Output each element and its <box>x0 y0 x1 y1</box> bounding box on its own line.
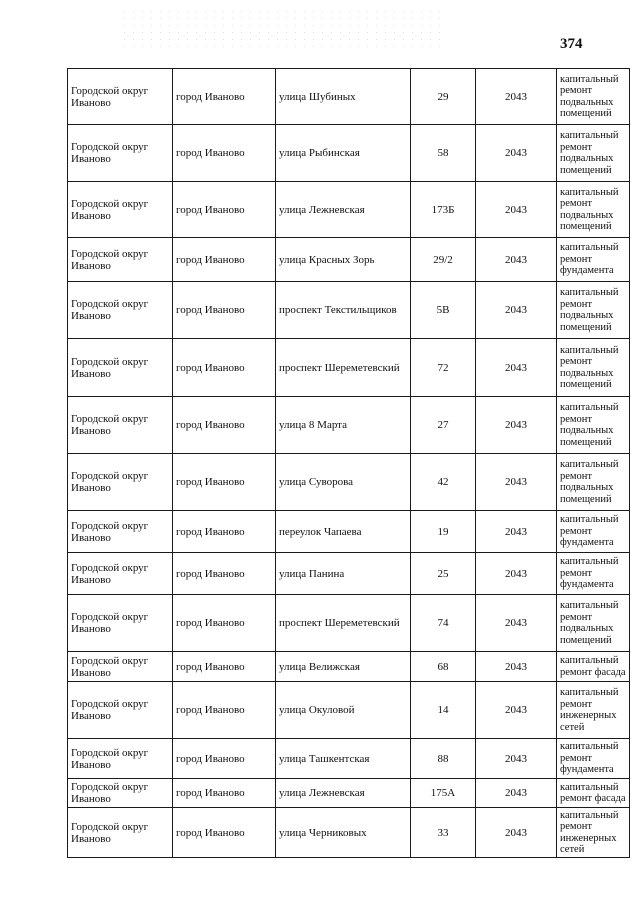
house-cell: 58 <box>411 125 476 182</box>
house-cell: 5В <box>411 282 476 339</box>
district-cell: Городской округ Иваново <box>68 454 173 511</box>
work-cell: капитальный ремонт подвальных помещений <box>557 125 630 182</box>
table-row <box>68 282 630 339</box>
work-cell: капитальный ремонт инженерных сетей <box>557 682 630 739</box>
table-row <box>68 454 630 511</box>
district-cell: Городской округ Иваново <box>68 739 173 779</box>
table-row <box>68 397 630 454</box>
year-cell: 2043 <box>476 69 557 125</box>
work-cell: капитальный ремонт подвальных помещений <box>557 69 630 125</box>
table-row <box>68 125 630 182</box>
house-cell: 27 <box>411 397 476 454</box>
street-cell: улица Суворова <box>276 454 411 511</box>
work-cell: капитальный ремонт подвальных помещений <box>557 282 630 339</box>
district-cell: Городской округ Иваново <box>68 595 173 652</box>
district-cell: Городской округ Иваново <box>68 182 173 238</box>
table-row <box>68 739 630 779</box>
house-cell: 74 <box>411 595 476 652</box>
district-cell: Городской округ Иваново <box>68 125 173 182</box>
street-cell: проспект Текстильщиков <box>276 282 411 339</box>
street-cell: улица 8 Марта <box>276 397 411 454</box>
house-cell: 175А <box>411 779 476 808</box>
table-row <box>68 652 630 682</box>
street-cell: улица Лежневская <box>276 182 411 238</box>
table-row <box>68 808 630 858</box>
year-cell: 2043 <box>476 282 557 339</box>
house-cell: 19 <box>411 511 476 553</box>
year-cell: 2043 <box>476 238 557 282</box>
city-cell: город Иваново <box>173 511 276 553</box>
year-cell: 2043 <box>476 182 557 238</box>
year-cell: 2043 <box>476 553 557 595</box>
district-cell: Городской округ Иваново <box>68 511 173 553</box>
year-cell: 2043 <box>476 652 557 682</box>
district-cell: Городской округ Иваново <box>68 69 173 125</box>
year-cell: 2043 <box>476 595 557 652</box>
house-cell: 29/2 <box>411 238 476 282</box>
city-cell: город Иваново <box>173 182 276 238</box>
city-cell: город Иваново <box>173 779 276 808</box>
street-cell: улица Панина <box>276 553 411 595</box>
house-cell: 25 <box>411 553 476 595</box>
year-cell: 2043 <box>476 739 557 779</box>
table-row <box>68 339 630 397</box>
work-cell: капитальный ремонт инженерных сетей <box>557 808 630 858</box>
house-cell: 42 <box>411 454 476 511</box>
street-cell: улица Велижская <box>276 652 411 682</box>
work-cell: капитальный ремонт фундамента <box>557 739 630 779</box>
district-cell: Городской округ Иваново <box>68 553 173 595</box>
street-cell: улица Ташкентская <box>276 739 411 779</box>
table-row <box>68 779 630 808</box>
house-cell: 68 <box>411 652 476 682</box>
district-cell: Городской округ Иваново <box>68 397 173 454</box>
table-row <box>68 182 630 238</box>
city-cell: город Иваново <box>173 69 276 125</box>
house-cell: 72 <box>411 339 476 397</box>
city-cell: город Иваново <box>173 397 276 454</box>
house-cell: 173Б <box>411 182 476 238</box>
table-row <box>68 595 630 652</box>
city-cell: город Иваново <box>173 339 276 397</box>
table-row <box>68 682 630 739</box>
table-row <box>68 238 630 282</box>
year-cell: 2043 <box>476 511 557 553</box>
work-cell: капитальный ремонт подвальных помещений <box>557 454 630 511</box>
street-cell: улица Красных Зорь <box>276 238 411 282</box>
district-cell: Городской округ Иваново <box>68 682 173 739</box>
work-cell: капитальный ремонт фундамента <box>557 553 630 595</box>
year-cell: 2043 <box>476 339 557 397</box>
city-cell: город Иваново <box>173 125 276 182</box>
city-cell: город Иваново <box>173 595 276 652</box>
registry-table <box>67 68 630 858</box>
city-cell: город Иваново <box>173 282 276 339</box>
house-cell: 33 <box>411 808 476 858</box>
street-cell: улица Черниковых <box>276 808 411 858</box>
year-cell: 2043 <box>476 808 557 858</box>
city-cell: город Иваново <box>173 652 276 682</box>
district-cell: Городской округ Иваново <box>68 339 173 397</box>
city-cell: город Иваново <box>173 739 276 779</box>
street-cell: улица Окуловой <box>276 682 411 739</box>
city-cell: город Иваново <box>173 808 276 858</box>
year-cell: 2043 <box>476 397 557 454</box>
district-cell: Городской округ Иваново <box>68 652 173 682</box>
house-cell: 29 <box>411 69 476 125</box>
city-cell: город Иваново <box>173 238 276 282</box>
house-cell: 88 <box>411 739 476 779</box>
work-cell: капитальный ремонт подвальных помещений <box>557 339 630 397</box>
city-cell: город Иваново <box>173 454 276 511</box>
work-cell: капитальный ремонт фундамента <box>557 511 630 553</box>
district-cell: Городской округ Иваново <box>68 779 173 808</box>
table-row <box>68 69 630 125</box>
work-cell: капитальный ремонт фасада <box>557 779 630 808</box>
street-cell: улица Рыбинская <box>276 125 411 182</box>
table-row <box>68 511 630 553</box>
year-cell: 2043 <box>476 454 557 511</box>
work-cell: капитальный ремонт подвальных помещений <box>557 182 630 238</box>
year-cell: 2043 <box>476 682 557 739</box>
year-cell: 2043 <box>476 125 557 182</box>
district-cell: Городской округ Иваново <box>68 808 173 858</box>
street-cell: проспект Шереметевский <box>276 595 411 652</box>
work-cell: капитальный ремонт фундамента <box>557 238 630 282</box>
scan-noise <box>120 8 440 48</box>
district-cell: Городской округ Иваново <box>68 282 173 339</box>
page-number: 374 <box>560 36 583 52</box>
registry-body <box>68 69 630 858</box>
work-cell: капитальный ремонт подвальных помещений <box>557 595 630 652</box>
city-cell: город Иваново <box>173 682 276 739</box>
street-cell: переулок Чапаева <box>276 511 411 553</box>
city-cell: город Иваново <box>173 553 276 595</box>
year-cell: 2043 <box>476 779 557 808</box>
street-cell: проспект Шереметевский <box>276 339 411 397</box>
house-cell: 14 <box>411 682 476 739</box>
table-row <box>68 553 630 595</box>
street-cell: улица Лежневская <box>276 779 411 808</box>
street-cell: улица Шубиных <box>276 69 411 125</box>
work-cell: капитальный ремонт фасада <box>557 652 630 682</box>
work-cell: капитальный ремонт подвальных помещений <box>557 397 630 454</box>
district-cell: Городской округ Иваново <box>68 238 173 282</box>
